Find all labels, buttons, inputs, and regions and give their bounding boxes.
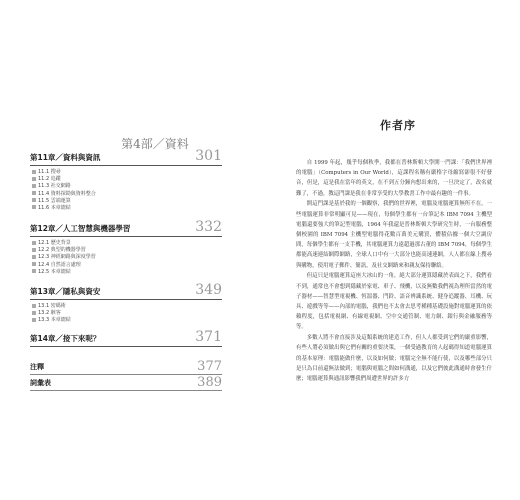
chapter-header: [30, 283, 222, 300]
bullet-square-icon: [32, 269, 36, 273]
section-list: [30, 237, 222, 276]
bullet-square-icon: [32, 262, 36, 266]
section-item: 12.2 典型的機器學習: [30, 247, 222, 254]
section-list: [30, 300, 222, 325]
section-list: [30, 166, 222, 212]
chapter-page-number: 349: [195, 282, 222, 298]
bullet-square-icon: [32, 177, 36, 181]
chapter-title: 第14章／接下來呢？: [30, 334, 101, 343]
section-item: 12.4 自然語言處理: [30, 262, 222, 269]
bullet-square-icon: [32, 241, 36, 245]
chapter-page-number: 301: [195, 148, 222, 164]
section-item: 13.3 本章總結: [30, 317, 222, 324]
backmatter-notes: [30, 361, 222, 375]
preface-paragraph: 多數人將不會直接涉及這類系統的建造工作，但人人都受到它們的嚴重影響，有些人將必須做出與它們有關的重要決策，一個受過教育的人起碼得知道電腦運算的基本原理：電腦能做什麼，以及如何做；電腦完全無不能行使，以及哪些部分只是只為目前還無法做到；電腦與電腦之間如何溝通，以及它們彼此溝通時會發生什麼；電腦運算與通訊影響我們周遭世界的許多方: [296, 335, 492, 383]
section-item: 11.5 雲端運算: [30, 198, 222, 205]
part-title: 第4部／資料: [121, 137, 189, 151]
preface-paragraph: 自 1999 年起，幾乎每個秋季，我都在普林斯頓大學開一門課：「我們世界裡的電腦」（Computers in Our World），這課程名稱有嚴格字母縮寫卻很不好發音，但是，這是我在當年的英文，在不到五分鐘內想出來的，一旦決定了，改名就難了，不過，教這門課是我在非常享受的大學教書工作中最有趣的一件事。: [296, 160, 492, 197]
bullet-square-icon: [32, 304, 36, 308]
section-item: 11.4 資料探勘與資料整合: [30, 191, 222, 198]
chapter-header: [30, 330, 222, 347]
bullet-square-icon: [32, 205, 36, 209]
section-item: 12.5 本章總結: [30, 269, 222, 276]
backmatter-label: 注釋: [30, 363, 44, 371]
preface-paragraph: 開這門課是基於我的一個觀察，我們的世界裡，電腦及電腦運算無所不在，一些電腦運算非常明顯可見——現在，每個學生都有一台筆記本 IBM 7094 主機型電腦還要強大的筆記型電腦，1964 年我還是普林斯頓大學研究生時，一台服務整個校園的 IBM 7094 主機型電腦得花數百萬美元購買，體積佔據一個大空調房間，每個學生都有一支手機，其電腦運算力遠超過那古董的 IBM 7094，每個學生都能高速連結網際網路，全球人口中有一大部分也能高速連網，人人都在線上搜尋與購物，使用電子郵件、簡訊，及社交網路來和親友保持聯絡。: [296, 201, 492, 269]
section-item: 11.2 追蹤: [30, 176, 222, 183]
section-item: 12.1 歷史背景: [30, 240, 222, 247]
section-item: 13.2 駭客: [30, 310, 222, 317]
section-item: 11.6 本章總結: [30, 205, 222, 212]
bullet-square-icon: [32, 311, 36, 315]
bullet-square-icon: [32, 184, 36, 188]
bullet-square-icon: [32, 318, 36, 322]
chapter-page-number: 371: [195, 329, 222, 345]
chapter-12: [30, 220, 222, 276]
bullet-square-icon: [32, 170, 36, 174]
preface-title: 作者序: [380, 119, 416, 132]
backmatter-label: 詞彙表: [30, 379, 51, 387]
bullet-square-icon: [32, 198, 36, 202]
backmatter-glossary: [30, 377, 222, 391]
section-item: 13.1 密碼術: [30, 303, 222, 310]
chapter-header: [30, 149, 222, 166]
bullet-square-icon: [32, 255, 36, 259]
preface-body: [296, 158, 492, 385]
backmatter-page-number: 389: [197, 375, 222, 390]
preface-paragraph: 但這只是電腦運算這座大冰山的一角，絕大部分運算隱藏於表面之下，我們看不到，通常也不會想到隱藏於家電、車子、飛機，以及無數我們視為理所當然的電子器材——智慧型電視機、恆溫器、門鈴、語音辨識系統、健身追蹤器、耳機、玩具、遊戲等等——內部的電腦，我們也不太會去思考種種基礎設施對電腦運算的依賴程度，包括電視網、有線電視網、空中交通管制、電力網、銀行與金融服務等等。: [296, 273, 492, 331]
right-page-preface: [260, 0, 520, 500]
chapter-title: 第13章／隱私與資安: [30, 287, 101, 296]
section-item: 12.3 神經網路與深度學習: [30, 254, 222, 261]
chapter-title: 第11章／資料與資訊: [30, 153, 101, 162]
section-item: 11.1 搜尋: [30, 169, 222, 176]
bullet-square-icon: [32, 248, 36, 252]
chapter-13: [30, 283, 222, 325]
backmatter-page-number: 377: [197, 359, 222, 374]
chapter-14: [30, 330, 222, 347]
chapter-title: 第12章／人工智慧與機器學習: [30, 224, 131, 233]
chapter-11: [30, 149, 222, 212]
chapter-page-number: 332: [195, 219, 222, 235]
chapter-header: [30, 220, 222, 237]
bullet-square-icon: [32, 191, 36, 195]
section-item: 11.3 社交網路: [30, 183, 222, 190]
